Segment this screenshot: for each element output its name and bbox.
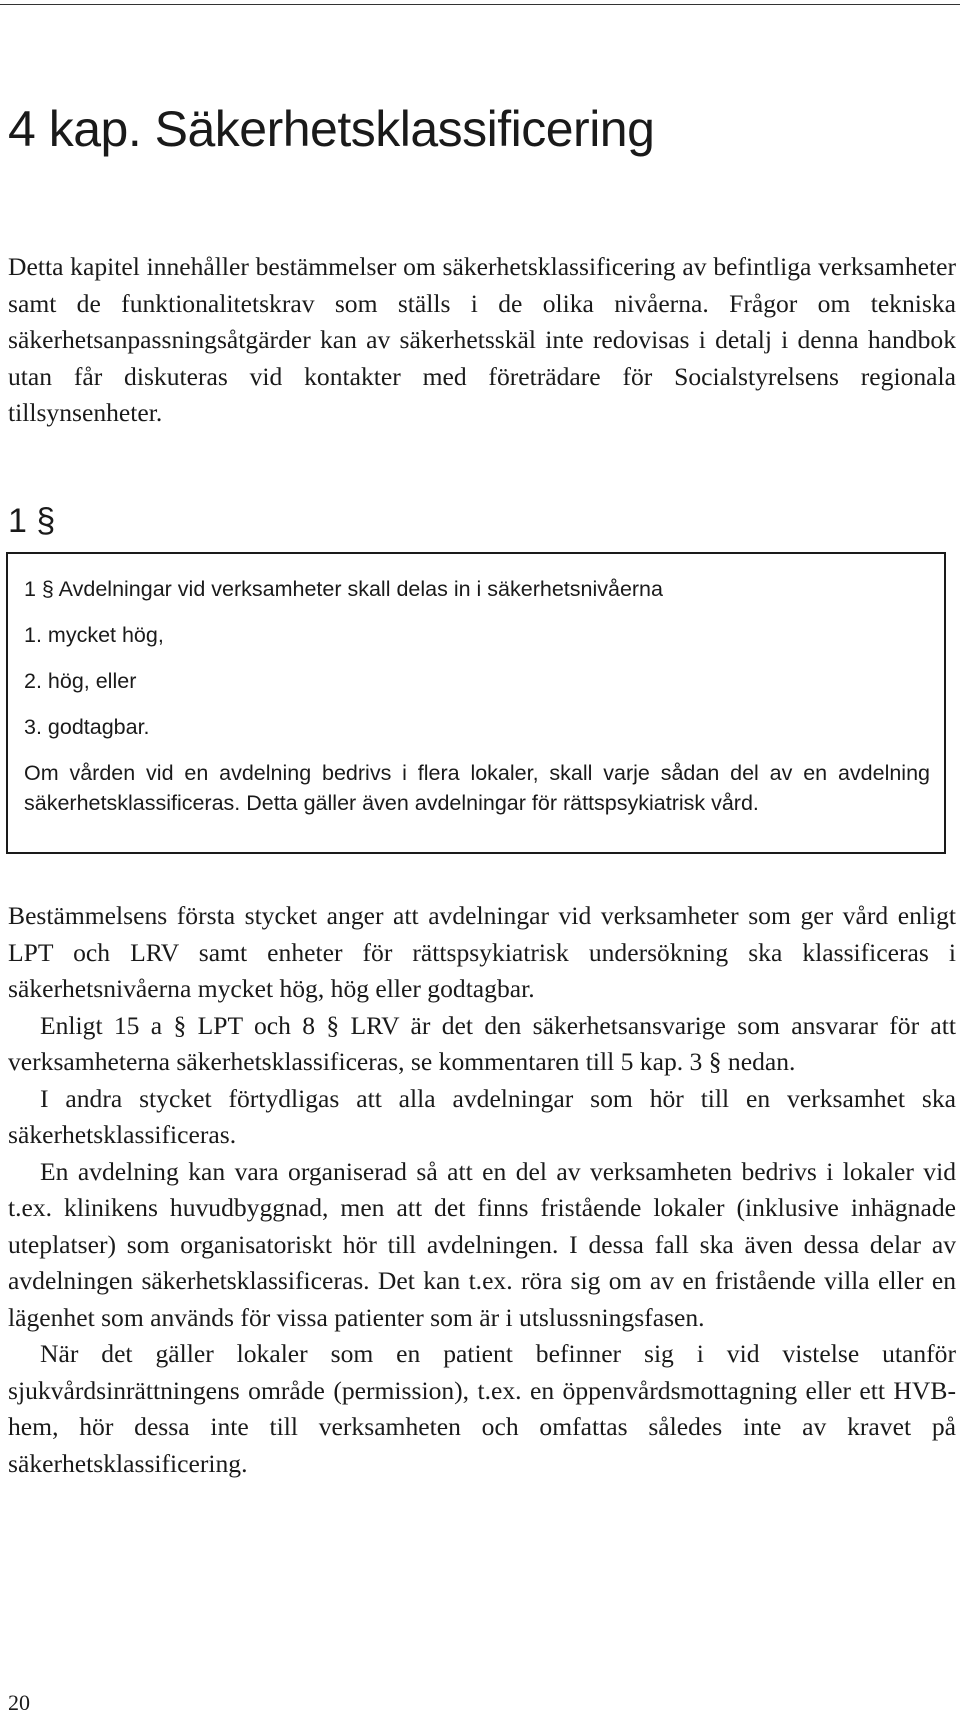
statute-lead: 1 § Avdelningar vid verksamheter skall delas in i säkerhetsnivåerna <box>24 577 663 601</box>
section-heading: 1 § <box>8 502 56 540</box>
statute-item-3: 3. godtagbar. <box>24 715 150 739</box>
commentary-paragraph-3: I andra stycket förtydligas att alla avdelningar som hör till en verksamhet ska säkerhetsklassificeras. <box>8 1083 956 1149</box>
statute-text-box <box>6 552 946 854</box>
statute-second-paragraph: Om vården vid en avdelning bedrivs i flera lokaler, skall varje sådan del av en avdelning säkerhetsklassificeras. Detta gäller även avdelningar för rättspsykiatrisk vård. <box>24 761 930 815</box>
commentary-paragraph-2: Enligt 15 a § LPT och 8 § LRV är det den säkerhetsansvarige som ansvarar för att verksamheterna säkerhetsklassificeras, se kommentaren till 5 kap. 3 § nedan. <box>8 1010 956 1076</box>
statute-item-2: 2. hög, eller <box>24 669 137 693</box>
page-number: 20 <box>8 1690 30 1715</box>
statute-item-1: 1. mycket hög, <box>24 623 164 647</box>
top-rule <box>0 4 960 5</box>
commentary-paragraph-1: Bestämmelsens första stycket anger att avdelningar vid verksamheter som ger vård enligt LPT och LRV samt enheter för rättspsykiatrisk undersökning ska klassificeras i säkerhetsnivåerna mycket hög, hög eller godtagbar. <box>8 901 956 1003</box>
commentary-paragraph-5: När det gäller lokaler som en patient befinner sig i vid vistelse utanför sjukvårdsinrättningens område (permission), t.ex. en öppenvårdsmottagning eller ett HVB-hem, hör dessa inte till verksamheten och omfattas således inte av kravet på säkerhetsklassificering. <box>8 1339 956 1478</box>
chapter-title: 4 kap. Säkerhetsklassificering <box>8 101 655 157</box>
commentary-paragraph-4: En avdelning kan vara organiserad så att en del av verksamheten bedrivs i lokaler vid t.ex. klinikens huvudbyggnad, men att det finns fristående lokaler (inklusive inhägnade uteplatser) som organisatoriskt hör till avdelningen. I dessa fall ska även dessa delar av avdelningen säkerhetsklassificeras. Det kan t.ex. röra sig om av en fristående villa eller en lägenhet som används för vissa patienter som är i utslussningsfasen. <box>8 1156 956 1332</box>
commentary <box>8 898 956 1482</box>
chapter-intro: Detta kapitel innehåller bestämmelser om säkerhetsklassificering av befintliga verksamheter samt de funktionalitetskrav som ställs i de olika nivåerna. Frågor om tekniska säkerhetsanpassningsåtgärder kan av säkerhetsskäl inte redovisas i detalj i denna handbok utan får diskuteras vid kontakter med företrädare för Socialstyrelsens regionala tillsynsenheter. <box>8 252 956 427</box>
